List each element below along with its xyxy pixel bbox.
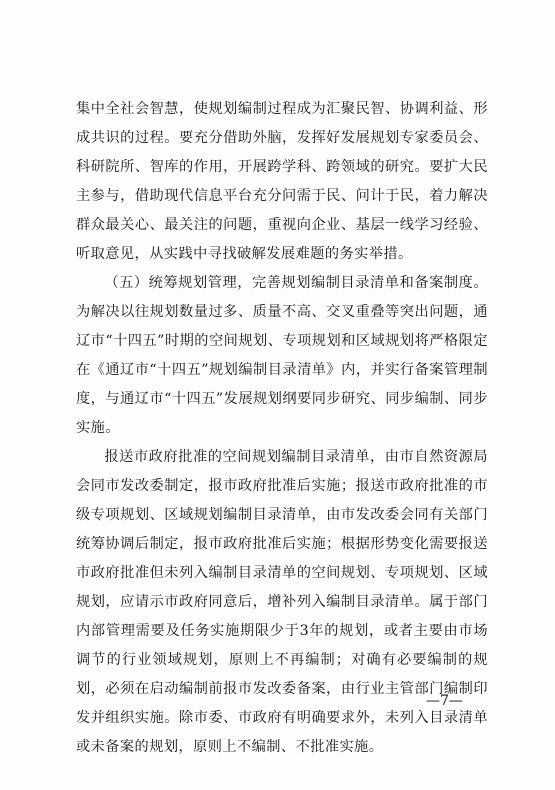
paragraph-section-5: （五）统筹规划管理，完善规划编制目录清单和备案制度。为解决以往规划数量过多、质量不高、交叉重叠等突出问题，通辽市“十四五”时期的空间规划、专项规划和区域规划将严格限定在《通辽市“十四五”规划编制目录清单》内，并实行备案管理制度，与通辽市“十四五”发展规划纲要同步研究、同步编制、同步实施。 [76,275,488,436]
page-number: —7— [426,693,463,709]
paragraph-continued: 集中全社会智慧，使规划编制过程成为汇聚民智、协调利益、形成共识的过程。要充分借助外脑，发挥好发展规划专家委员会、科研院所、智库的作用，开展跨学科、跨领域的研究。要扩大民主参与，借助现代信息平台充分问需于民、问计于民，着力解决群众最关心、最关注的问题，重视向企业、基层一线学习经验、听取意见，从实践中寻找破解发展难题的务实举措。 [76,101,488,262]
paragraph-catalog-procedure: 报送市政府批准的空间规划编制目录清单，由市自然资源局会同市发改委制定，报市政府批准后实施；报送市政府批准的市级专项规划、区域规划编制目录清单，由市发改委会同有关部门统筹协调后制定，报市政府批准后实施；根据形势变化需要报送市政府批准但未列入编制目录清单的空间规划、专项规划、区域规划，应请示市政府同意后，增补列入编制目录清单。属于部门内部管理需要及任务实施期限少于3年的规划，或者主要由市场调节的行业领域规划，原则上不再编制；对确有必要编制的规划，必须在启动编制前报市发改委备案，由行业主管部门编制印发并组织实施。除市委、市政府有明确要求外，未列入目录清单或未备案的规划，原则上不编制、不批准实施。 [76,449,488,755]
body-text [76,95,488,762]
